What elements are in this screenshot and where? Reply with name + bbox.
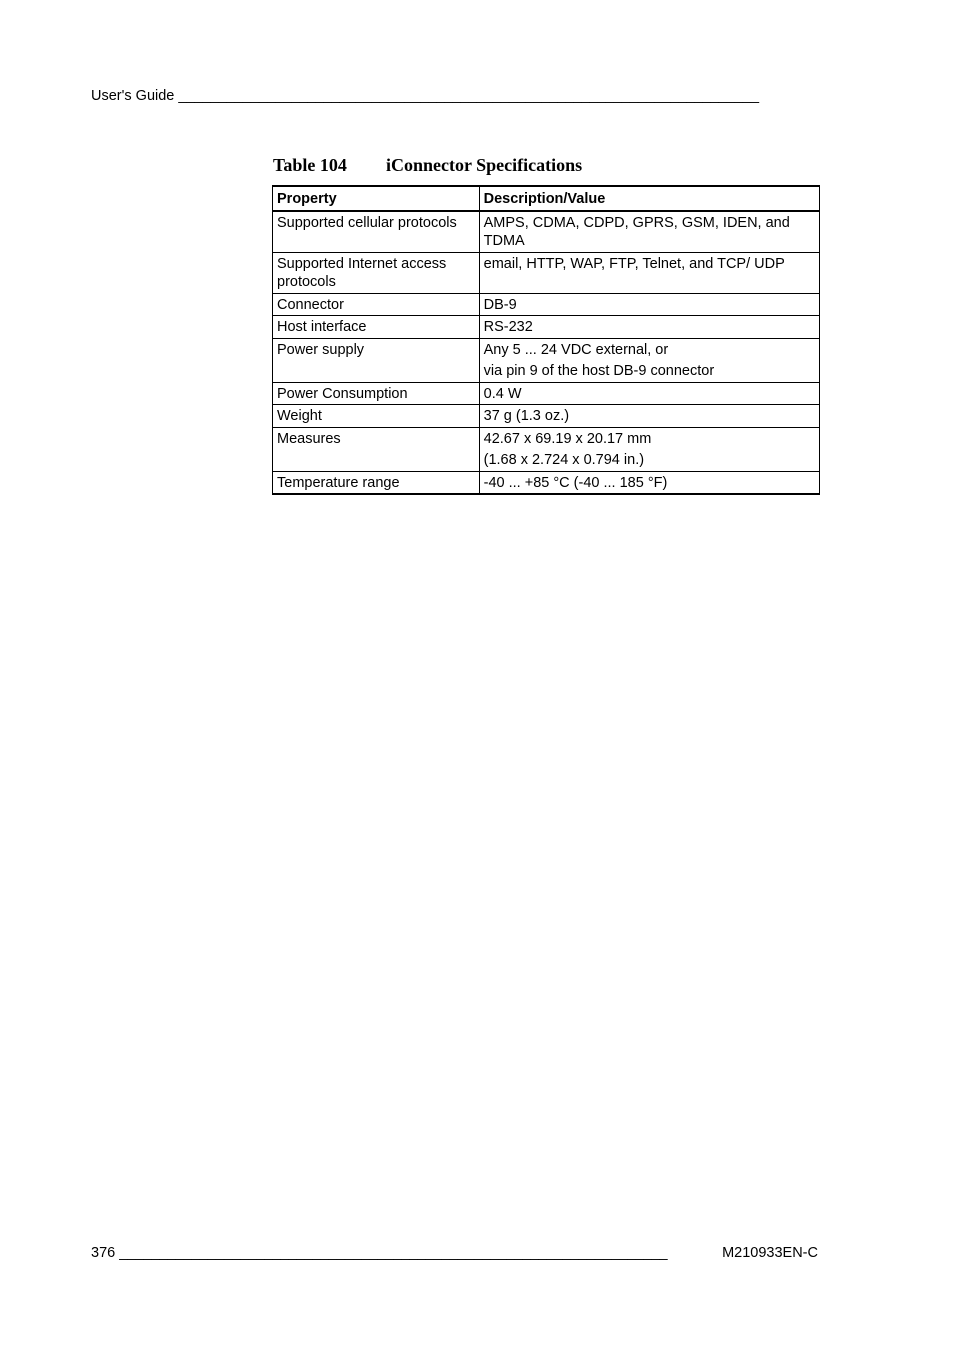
- property-cell: Weight: [273, 405, 480, 428]
- value-cell: -40 ... +85 °C (-40 ... 185 °F): [479, 471, 819, 494]
- table-title: iConnector Specifications: [386, 155, 583, 175]
- table-row: [273, 427, 820, 471]
- specifications-table: [272, 185, 820, 495]
- value-cell: email, HTTP, WAP, FTP, Telnet, and TCP/ UDP: [479, 252, 819, 293]
- table-row: [273, 316, 820, 339]
- table-row: [273, 252, 820, 293]
- property-cell: Temperature range: [273, 471, 480, 494]
- table-header-row: [273, 186, 820, 211]
- property-cell: Supported cellular protocols: [273, 211, 480, 253]
- table-caption: [273, 154, 582, 176]
- value-cell: 37 g (1.3 oz.): [479, 405, 819, 428]
- table-number: Table 104: [273, 155, 347, 175]
- page-header: User's Guide ________________________________________________________________________: [91, 88, 760, 104]
- table-row: [273, 382, 820, 405]
- page-footer: [91, 1244, 818, 1262]
- value-cell: 0.4 W: [479, 382, 819, 405]
- value-cell: AMPS, CDMA, CDPD, GPRS, GSM, IDEN, and TDMA: [479, 211, 819, 253]
- property-cell: Power supply: [273, 338, 480, 382]
- value-line: Any 5 ... 24 VDC external, or: [483, 341, 669, 358]
- value-cell: RS-232: [479, 316, 819, 339]
- table-row: [273, 211, 820, 253]
- value-line: (1.68 x 2.724 x 0.794 in.): [483, 452, 645, 468]
- column-header-description: Description/Value: [479, 186, 819, 211]
- table-row: [273, 338, 820, 382]
- property-cell: Power Consumption: [273, 382, 480, 405]
- value-line: 42.67 x 69.19 x 20.17 mm: [483, 430, 652, 447]
- value-cell: [479, 338, 819, 382]
- property-cell: Measures: [273, 427, 480, 471]
- value-cell: DB-9: [479, 293, 819, 316]
- property-cell: Host interface: [273, 316, 480, 339]
- table-row: [273, 471, 820, 494]
- document-code: M210933EN-C: [722, 1245, 818, 1261]
- page-number: 376 ____________________________________________________________________: [91, 1245, 668, 1261]
- property-cell: Supported Internet access protocols: [273, 252, 480, 293]
- column-header-property: Property: [273, 186, 480, 211]
- property-cell: Connector: [273, 293, 480, 316]
- value-line: via pin 9 of the host DB-9 connector: [483, 363, 715, 379]
- table-row: [273, 293, 820, 316]
- table-row: [273, 405, 820, 428]
- value-cell: [479, 427, 819, 471]
